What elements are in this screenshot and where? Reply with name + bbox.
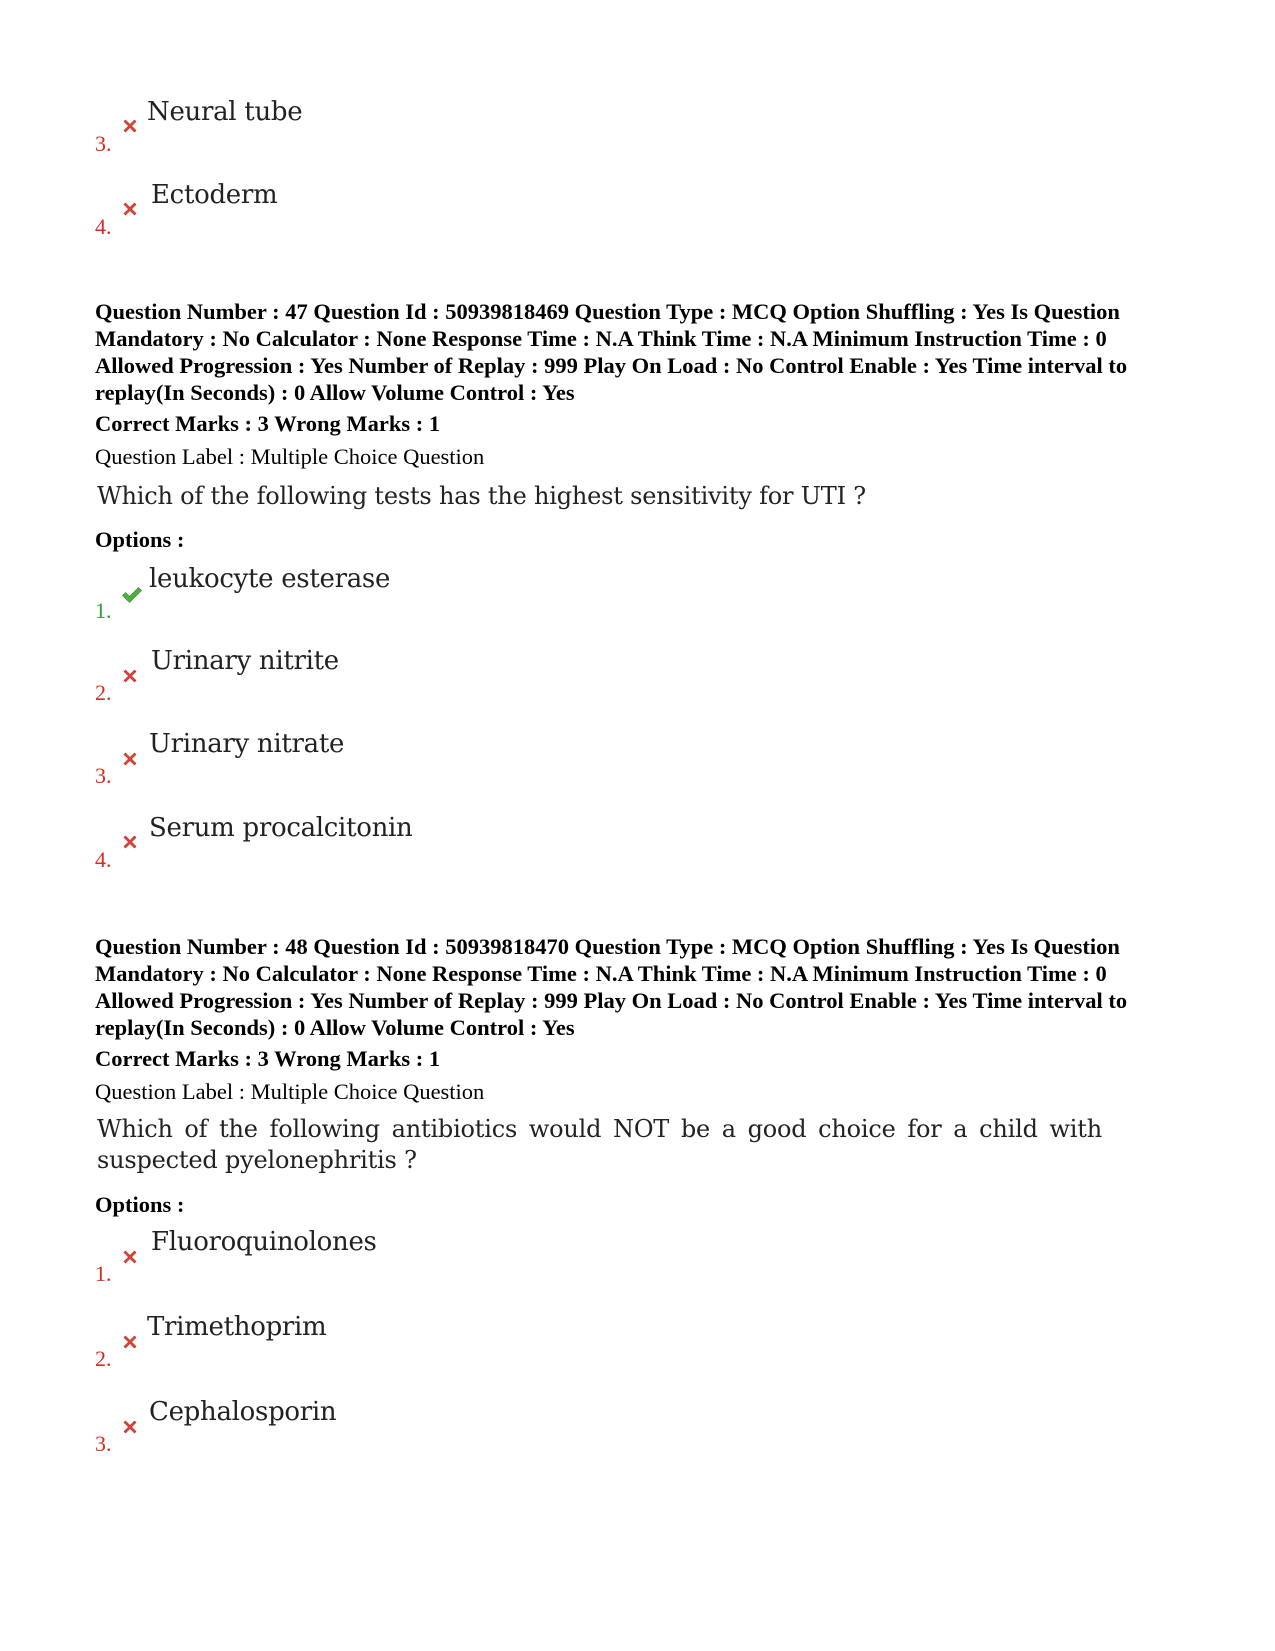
option-2	[95, 1312, 795, 1372]
options-heading: Options :	[95, 527, 185, 552]
cross-icon	[121, 750, 139, 768]
cross-icon	[121, 200, 139, 218]
question-meta: Question Number : 48 Question Id : 50939818470 Question Type : MCQ Option Shuffling : Yes Is Question Mandatory : No Calculator : None Response Time : N.A Think Time : N.A Minimum Instruction Time : 0 Allowed Progression : Yes Number of Replay : 999 Play On Load : No Control Enable : Yes Time interval to replay(In Seconds) : 0 Allow Volume Control : Yes	[95, 934, 1128, 1040]
option-text: Urinary nitrate	[149, 729, 345, 759]
option-3	[95, 1397, 795, 1457]
option-number: 3.	[95, 763, 112, 788]
cross-icon	[121, 1248, 139, 1266]
check-icon	[121, 586, 143, 604]
option-prev-4	[95, 180, 795, 240]
cross-icon	[121, 833, 139, 851]
question-text: Which of the following antibiotics would NOT be a good choice for a child with suspected pyelonephritis ?	[97, 1115, 1102, 1174]
cross-icon	[121, 1418, 139, 1436]
option-text: Urinary nitrite	[151, 646, 339, 676]
option-prev-3	[95, 97, 795, 157]
option-1	[95, 1227, 795, 1287]
option-number: 3.	[95, 131, 112, 156]
options-heading: Options :	[95, 1192, 185, 1217]
question-text: Which of the following tests has the highest sensitivity for UTI ?	[97, 482, 866, 510]
question-marks: Correct Marks : 3 Wrong Marks : 1	[95, 411, 441, 436]
option-text: Ectoderm	[151, 180, 278, 210]
option-number: 2.	[95, 680, 112, 705]
option-number: 1.	[95, 1261, 112, 1286]
question-marks: Correct Marks : 3 Wrong Marks : 1	[95, 1046, 441, 1071]
option-number: 4.	[95, 214, 112, 239]
option-text: Fluoroquinolones	[151, 1227, 377, 1257]
option-text: leukocyte esterase	[149, 564, 391, 594]
option-number: 1.	[95, 598, 112, 623]
question-meta: Question Number : 47 Question Id : 50939818469 Question Type : MCQ Option Shuffling : Yes Is Question Mandatory : No Calculator : None Response Time : N.A Think Time : N.A Minimum Instruction Time : 0 Allowed Progression : Yes Number of Replay : 999 Play On Load : No Control Enable : Yes Time interval to replay(In Seconds) : 0 Allow Volume Control : Yes	[95, 299, 1128, 405]
option-2	[95, 646, 795, 706]
option-number: 2.	[95, 1346, 112, 1371]
option-number: 3.	[95, 1431, 112, 1456]
cross-icon	[121, 1333, 139, 1351]
option-4	[95, 813, 795, 873]
cross-icon	[121, 667, 139, 685]
cross-icon	[121, 117, 139, 135]
option-1	[95, 564, 795, 624]
question-label: Question Label : Multiple Choice Question	[95, 444, 485, 469]
option-text: Neural tube	[147, 97, 303, 127]
option-number: 4.	[95, 847, 112, 872]
option-3	[95, 729, 795, 789]
option-text: Cephalosporin	[149, 1397, 337, 1427]
option-text: Serum procalcitonin	[149, 813, 413, 843]
question-label: Question Label : Multiple Choice Question	[95, 1079, 485, 1104]
option-text: Trimethoprim	[147, 1312, 327, 1342]
